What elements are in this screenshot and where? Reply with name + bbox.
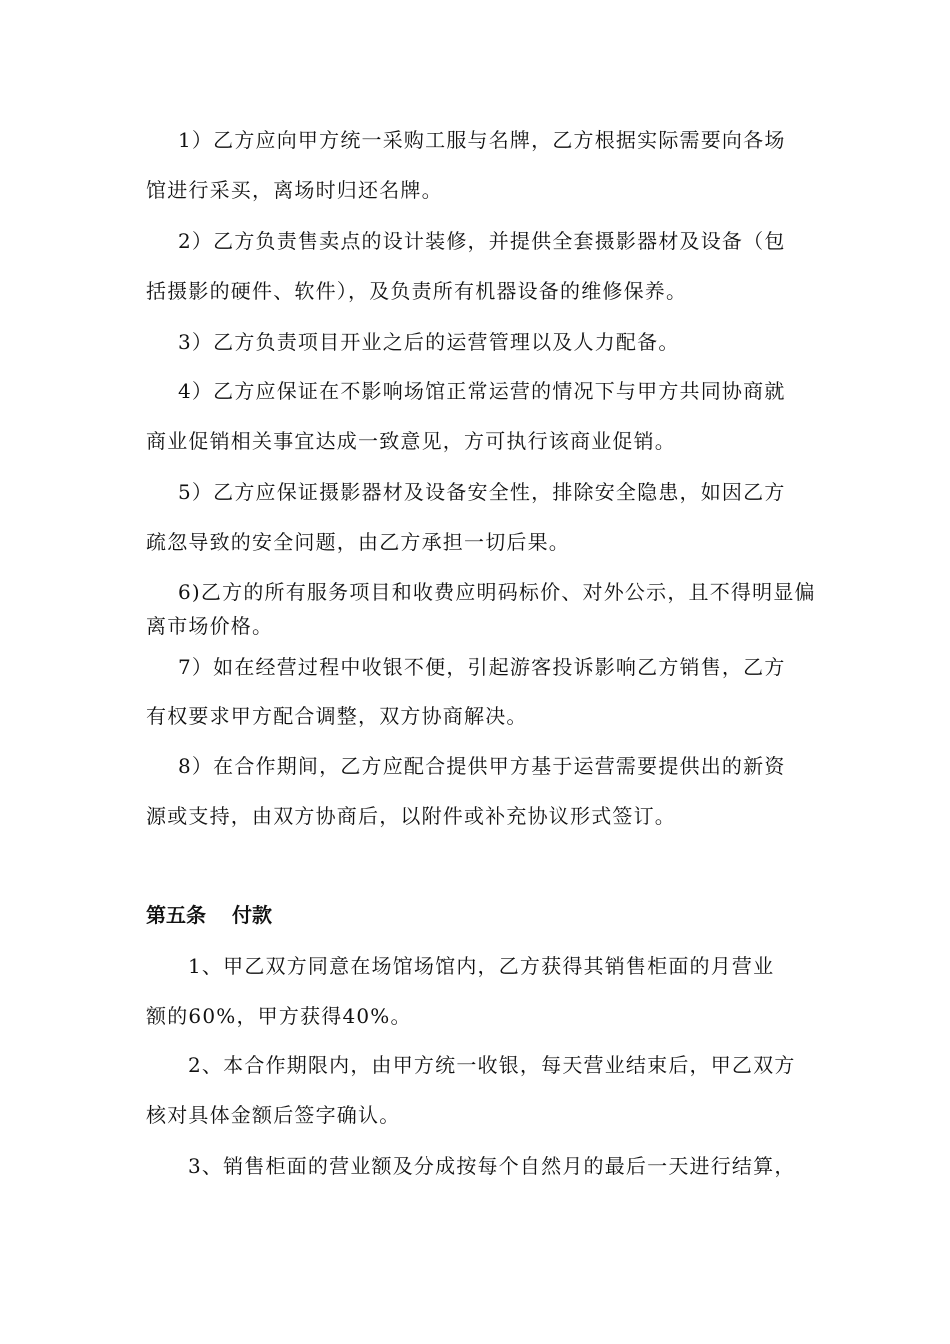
clause-5-line-1: 5）乙方应保证摄影器材及设备安全性，排除安全隐患，如因乙方 (178, 480, 786, 504)
clause-2-line-1: 2）乙方负责售卖点的设计装修，并提供全套摄影器材及设备（包 (178, 229, 786, 253)
clause-1-line-1: 1）乙方应向甲方统一采购工服与名牌，乙方根据实际需要向各场 (178, 128, 786, 152)
clause-7-line-2: 有权要求甲方配合调整，双方协商解决。 (146, 704, 528, 728)
clause-2-line-2: 括摄影的硬件、软件），及负责所有机器设备的维修保养。 (146, 279, 688, 303)
section-title: 付款 (232, 903, 272, 927)
clause-1-line-2: 馆进行采买，离场时归还名牌。 (146, 178, 443, 202)
section-heading (146, 903, 272, 927)
payment-1-line-2: 额的60%，甲方获得40%。 (146, 1004, 412, 1028)
clause-4-line-1: 4）乙方应保证在不影响场馆正常运营的情况下与甲方共同协商就 (178, 379, 786, 403)
payment-2-line-2: 核对具体金额后签字确认。 (146, 1103, 401, 1127)
clause-6-line-2: 离市场价格。 (146, 614, 274, 638)
clause-5-line-2: 疏忽导致的安全问题，由乙方承担一切后果。 (146, 530, 570, 554)
clause-6-line-1: 6)乙方的所有服务项目和收费应明码标价、对外公示，且不得明显偏 (178, 580, 816, 604)
clause-8-line-2: 源或支持，由双方协商后，以附件或补充协议形式签订。 (146, 804, 676, 828)
section-number: 第五条 (146, 903, 206, 927)
payment-1-line-1: 1、甲乙双方同意在场馆场馆内，乙方获得其销售柜面的月营业 (188, 954, 775, 978)
clause-7-line-1: 7）如在经营过程中收银不便，引起游客投诉影响乙方销售，乙方 (178, 655, 786, 679)
payment-3-line-1: 3、销售柜面的营业额及分成按每个自然月的最后一天进行结算， (188, 1154, 796, 1178)
clause-3-line-1: 3）乙方负责项目开业之后的运营管理以及人力配备。 (178, 330, 680, 354)
clause-8-line-1: 8）在合作期间，乙方应配合提供甲方基于运营需要提供出的新资 (178, 754, 786, 778)
payment-2-line-1: 2、本合作期限内，由甲方统一收银，每天营业结束后，甲乙双方 (188, 1053, 796, 1077)
clause-4-line-2: 商业促销相关事宜达成一致意见，方可执行该商业促销。 (146, 429, 676, 453)
